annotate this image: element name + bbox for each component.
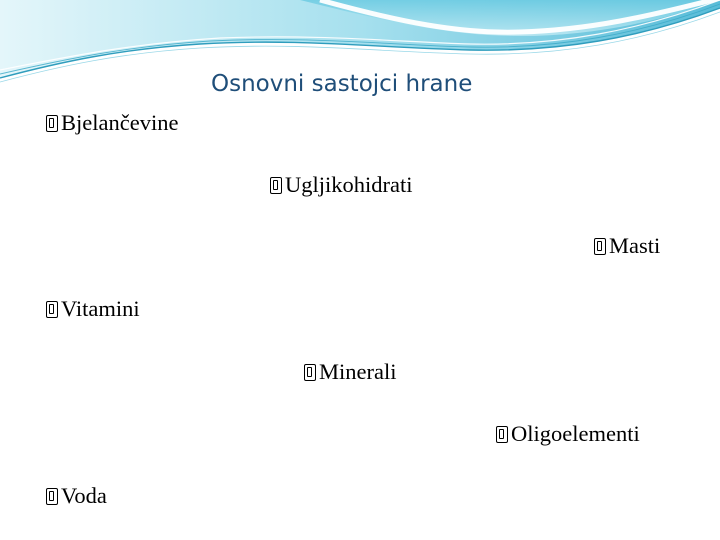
bullet-text: Bjelančevine [61, 110, 179, 135]
bullet-text: Masti [609, 233, 661, 258]
slide-title: Osnovni sastojci hrane [211, 71, 473, 97]
bullet-text: Voda [61, 483, 107, 508]
bullet-item [46, 108, 178, 138]
bullet-text: Vitamini [61, 296, 140, 321]
missing-glyph-box-icon [46, 301, 58, 318]
bullet-item [46, 294, 140, 324]
bullet-text: Oligoelementi [511, 421, 640, 446]
missing-glyph-box-icon [304, 364, 316, 381]
missing-glyph-box-icon [496, 426, 508, 443]
bullet-item [270, 170, 413, 200]
bullet-item [304, 357, 396, 387]
bullet-text: Minerali [319, 359, 397, 384]
bullet-item [496, 419, 640, 449]
missing-glyph-box-icon [270, 177, 282, 194]
bullet-item [594, 231, 660, 261]
missing-glyph-box-icon [46, 488, 58, 505]
missing-glyph-box-icon [46, 115, 58, 132]
bullet-item [46, 481, 107, 511]
missing-glyph-box-icon [594, 238, 606, 255]
bullet-text: Ugljikohidrati [285, 172, 413, 197]
